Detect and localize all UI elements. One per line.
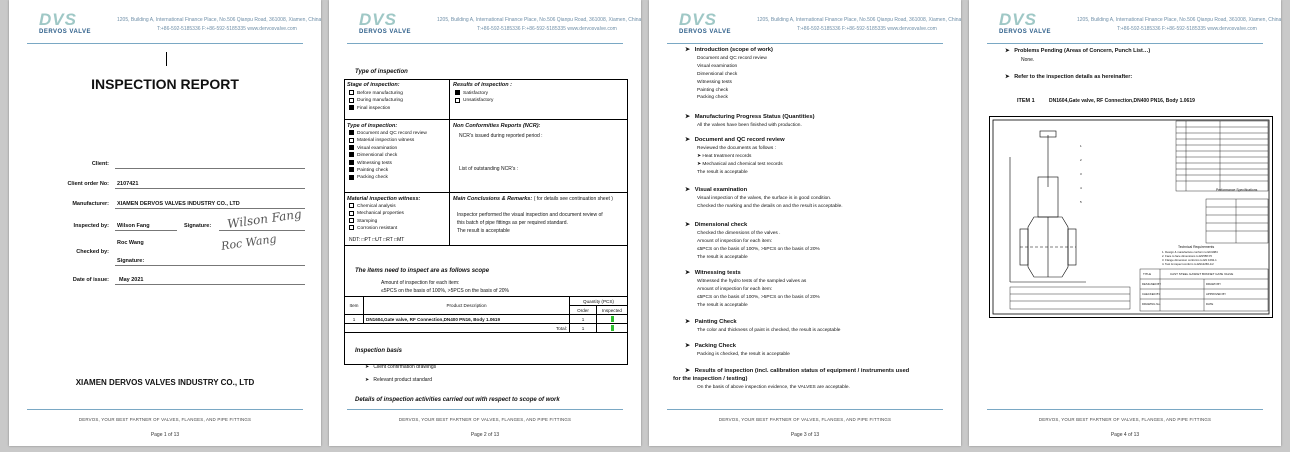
toi-item [349, 145, 427, 152]
section-line: Amount of inspection for each item: [697, 238, 773, 244]
toi-item [349, 152, 427, 159]
section-title [685, 222, 820, 230]
activity-section [685, 222, 820, 262]
section-title-text: Witnessing tests [694, 270, 741, 276]
arrow-bullet-icon: ➤ [685, 137, 695, 143]
footer-tagline: DERVOS, YOUR BEST PARTNER OF VALVES, FLANGES, AND PIPE FITTINGS [1038, 417, 1212, 422]
toi-item [349, 137, 427, 144]
arrow-bullet-icon: ➤ [685, 270, 695, 276]
row-desc: DN1604,Gate valve, RF Connection,DN400 PN16, Body 1.0619 [364, 315, 570, 324]
logo-subtitle: DERVOS VALVE [679, 29, 732, 35]
stage-item [349, 105, 403, 112]
result-item [455, 90, 493, 97]
svg-text:5: 5 [1080, 200, 1082, 204]
footer-rule [347, 409, 623, 410]
section-line: Checked the dimensions of the valves . [697, 230, 781, 236]
unchecked-box-icon [349, 218, 354, 223]
checked-box-icon [349, 167, 354, 172]
unchecked-box-icon [349, 203, 354, 208]
toi-label: Material inspection witness [357, 138, 415, 144]
ndt-options: NDT: □PT □UT □RT □MT [349, 237, 405, 243]
material-item [349, 203, 404, 210]
company-logo [359, 12, 429, 42]
section-title-text: Introduction (scope of work) [694, 47, 773, 53]
svg-text:2: 2 [1080, 158, 1082, 162]
order-underline [115, 188, 305, 189]
amount-line-2: ≤5PCS on the basis of 100%, >5PCS on the basis of 20% [381, 288, 509, 294]
header-rule [27, 43, 303, 44]
section-line: All the valves have been finished with production. [697, 122, 802, 128]
inspected-value: Wilson Fang [117, 223, 150, 229]
header-address [757, 16, 961, 34]
row-item: 1 [345, 315, 364, 324]
section-title-text: Dimensional check [694, 222, 748, 228]
unchecked-box-icon [349, 211, 354, 216]
activity-section [685, 47, 773, 102]
page-header [9, 0, 321, 44]
toi-label: Witnessing tests [357, 160, 392, 166]
activity-section [685, 187, 843, 211]
section-line: Packing check [697, 95, 728, 101]
tech-line: 1. Design & manufacture conform to EN1984 [1162, 250, 1218, 254]
checked-box-icon [349, 152, 354, 157]
contact-line: T:+86-592-5185336 F:+86-592-5185335 www.dervosvalve.com [157, 26, 297, 32]
checked-box-icon [349, 160, 354, 165]
type-heading: Type of inspection [355, 69, 408, 75]
section-line: Checked the marking and the details on and the result is acceptable. [697, 203, 843, 209]
material-label: Mechanical properties [357, 211, 404, 217]
basis-text: Relevant product standard [373, 377, 433, 383]
checked-box-icon [349, 145, 354, 150]
date-underline [115, 284, 305, 285]
company-logo [999, 12, 1069, 42]
logo-subtitle: DERVOS VALVE [39, 29, 92, 35]
checked-underline [115, 265, 305, 266]
stage-label: Before manufacturing [357, 91, 403, 96]
drawing-date: DATE [1206, 302, 1214, 306]
report-page-4 [969, 0, 1281, 446]
section-line: Dimensional check [697, 71, 738, 77]
unchecked-box-icon [349, 98, 354, 103]
date-label: Date of issue: [72, 277, 109, 283]
header-address [437, 16, 641, 34]
stage-item [349, 97, 403, 104]
conclusion-line: Inspector performed the visual inspection and document review of [457, 212, 603, 218]
refer-heading: ➤ Refer to the inspection details as hereinafter: [1005, 74, 1133, 80]
title-block-label: TITLE [1143, 272, 1152, 276]
report-page-3 [649, 0, 961, 446]
checked-by: CHECKED BY [1142, 292, 1161, 296]
header-rule [347, 43, 623, 44]
stage-list [349, 90, 403, 112]
section-title [685, 187, 843, 195]
section-line: The result is acceptable [697, 254, 748, 260]
unchecked-box-icon [349, 90, 354, 95]
problems-value: None. [1021, 57, 1035, 63]
address-line: 1205, Building A, International Finance Place, No.506 Qianpu Road, 361008, Xiamen, China [437, 17, 641, 23]
section-title [685, 319, 840, 327]
ncr-issued: NCR’s issued during reported period : [459, 133, 543, 139]
material-list [349, 203, 404, 233]
section-line: ➤ Heat treatment records [697, 153, 752, 159]
manufacturer-underline [115, 208, 305, 209]
section-line: Visual examination [697, 63, 738, 69]
logo-mark: DVS [39, 10, 77, 29]
table-row [345, 315, 628, 324]
callout-numbers [1080, 144, 1082, 204]
box-row-divider [344, 245, 627, 246]
col-order-header: Order [570, 306, 597, 315]
inspected-underline [115, 230, 177, 231]
arrow-bullet-icon: ➤ [685, 368, 695, 374]
title-block: CAST STEEL GASKET BONNET GATE VALVE [1170, 272, 1234, 276]
contact-line: T:+86-592-5185336 F:+86-592-5185335 www.dervosvalve.com [797, 26, 937, 32]
scope-heading: The items need to inspect are as follows scope [355, 268, 490, 274]
header-rule [667, 43, 943, 44]
manufacturer-label: Manufacturer: [72, 201, 109, 207]
signature-label: Signature: [184, 223, 212, 229]
perf-title: Performance Specifications [1216, 188, 1258, 192]
order-label: Client order No: [67, 181, 109, 187]
basis-item: ➤ Relevant product standard [365, 377, 433, 383]
signature2-label: Signature: [117, 258, 145, 264]
toi-label: Painting check [357, 167, 389, 173]
conclusions-text [457, 211, 603, 235]
material-heading: Material inspection witness: [347, 196, 421, 202]
section-title-text: Document and QC record review [694, 137, 785, 143]
toi-label: Dimensional check [357, 153, 398, 159]
material-label: Stamping [357, 218, 378, 224]
section-line: Witnessing tests [697, 79, 732, 85]
arrow-bullet-icon: ➤ [685, 319, 695, 325]
section-title-text: Packing Check [694, 343, 736, 349]
toi-label: Document and QC record review [357, 131, 427, 136]
parts-list [1010, 121, 1268, 311]
tech-line: 4. Test & inspect conform to EN12266-1/2 [1162, 262, 1214, 266]
checked-box-icon [349, 130, 354, 135]
section-title-text: Painting Check [694, 319, 737, 325]
contact-line: T:+86-592-5185336 F:+86-592-5185335 www.dervosvalve.com [477, 26, 617, 32]
page-header [649, 0, 961, 44]
arrow-bullet-icon: ➤ [685, 47, 695, 53]
stage-label: Final inspection [357, 105, 391, 111]
drawn-by: DRAWN BY [1206, 282, 1221, 286]
section-line: Visual inspection of the valves, the surface is in good condition. [697, 195, 832, 201]
svg-text:1: 1 [1080, 144, 1082, 148]
toi-item [349, 167, 427, 174]
footer-rule [667, 409, 943, 410]
section-title [685, 368, 909, 376]
arrow-bullet-icon: ➤ [685, 222, 695, 228]
toi-item [349, 160, 427, 167]
section-line: Painting check [697, 87, 729, 93]
section-line: Witnessed the hydro tests of the sampled valves as [697, 278, 807, 284]
report-page-2 [329, 0, 641, 446]
unchecked-box-icon [349, 225, 354, 230]
company-logo [39, 12, 109, 42]
valve-drawing [989, 116, 1273, 318]
page-header [329, 0, 641, 44]
activity-section [685, 270, 820, 310]
section-line: Reviewed the documents as follows : [697, 145, 776, 151]
section-title [685, 114, 815, 122]
page-number: Page 1 of 13 [150, 432, 180, 438]
signature-underline [219, 230, 305, 231]
result-label: Unsatisfactory [463, 98, 494, 104]
header-address [117, 16, 321, 34]
problems-heading: ➤ Problems Pending (Areas of Concern, Punch List…) [1005, 48, 1151, 54]
section-line: ≤5PCS on the basis of 100%, >5PCS on the basis of 20% [697, 294, 820, 300]
stage-label: During manufacturing [357, 98, 403, 104]
header-rule [987, 43, 1263, 44]
amount-line-1: Amount of inspection for each item: [381, 280, 460, 286]
page-number: Page 4 of 13 [1110, 432, 1140, 438]
conclusion-line: this batch of pipe fittings as per required standard. [457, 220, 568, 226]
section-title [685, 270, 820, 278]
basis-item: ➤ Client confirmation drawings [365, 364, 437, 370]
col-qty-header: Quantity (PCS) [570, 297, 628, 306]
valve-drawing-svg [990, 117, 1272, 317]
logo-subtitle: DERVOS VALVE [359, 29, 412, 35]
material-label: Corrosion resistant [357, 226, 398, 232]
checked-label: Checked by: [76, 249, 109, 255]
footer-rule [987, 409, 1263, 410]
arrow-bullet-icon: ➤ [685, 114, 695, 120]
results-list [455, 90, 493, 105]
inspected-label: Inspected by: [73, 223, 109, 229]
tech-lines [1162, 250, 1218, 266]
material-label: Chemical analysis [357, 204, 396, 209]
footer-tagline: DERVOS, YOUR BEST PARTNER OF VALVES, FLANGES, AND PIPE FITTINGS [718, 417, 892, 422]
svg-text:3: 3 [1080, 172, 1082, 176]
total-order: 1 [570, 324, 597, 333]
refer-title: Refer to the inspection details as hereinafter: [1014, 74, 1133, 80]
section-line: The color and thickness of paint is checked, the result is acceptable [697, 327, 841, 333]
page-number: Page 2 of 13 [470, 432, 500, 438]
section-title [685, 137, 785, 145]
row-order: 1 [570, 315, 597, 324]
section-line: On the basis of above inspection evidence, the VALVES are acceptable. [697, 384, 850, 390]
item-description: DN1604,Gate valve, RF Connection,DN400 PN16, Body 1.0619 [1049, 98, 1195, 104]
conclusion-line: The result is acceptable [457, 228, 510, 234]
material-item [349, 210, 404, 217]
results-heading: Results of inspection : [453, 82, 512, 88]
section-line: ➤ Mechanical and chemical test records [697, 161, 783, 167]
stage-item [349, 90, 403, 97]
row-inspected [597, 315, 628, 324]
designed-by: DESIGNED BY [1142, 282, 1162, 286]
unchecked-box-icon [349, 138, 354, 143]
company-name: XIAMEN DERVOS VALVES INDUSTRY CO., LTD [75, 378, 255, 387]
problems-title: Problems Pending (Areas of Concern, Punch List…) [1014, 48, 1151, 54]
box-row-divider [344, 192, 627, 193]
section-title-text: Visual examination [694, 187, 748, 193]
material-item [349, 218, 404, 225]
logo-subtitle: DERVOS VALVE [999, 29, 1052, 35]
footer-tagline: DERVOS, YOUR BEST PARTNER OF VALVES, FLANGES, AND PIPE FITTINGS [78, 417, 252, 422]
activity-section [685, 319, 840, 335]
toi-item [349, 130, 427, 137]
total-label: Total: [345, 324, 570, 333]
logo-mark: DVS [359, 10, 397, 29]
stage-heading: Stage of inspection: [347, 82, 400, 88]
material-item [349, 225, 404, 232]
page-header [969, 0, 1281, 44]
toi-label: Packing check [357, 175, 388, 181]
ncr-outstanding: List of outstanding NCR’s : [459, 166, 519, 172]
section-line: Amount of inspection for each item: [697, 286, 773, 292]
activity-section [673, 368, 910, 392]
conclusions-note: ( for details see continuation sheet ) [533, 196, 613, 202]
box-row-divider [344, 119, 627, 120]
report-page-1 [9, 0, 321, 446]
toi-label: Visual examination [357, 145, 398, 151]
logo-mark: DVS [679, 10, 717, 29]
toi-heading: Type of inspection: [347, 123, 398, 129]
checked-box-icon [349, 175, 354, 180]
details-heading: Details of inspection activities carried out with respect to scope of work [355, 397, 560, 403]
company-logo [679, 12, 749, 42]
contact-line: T:+86-592-5185336 F:+86-592-5185335 www.dervosvalve.com [1117, 26, 1257, 32]
col-inspected-header: Inspected [597, 306, 628, 315]
result-label: Satisfactory [463, 91, 489, 96]
section-line: Document and QC record review [697, 55, 767, 61]
section-line: The result is acceptable [697, 169, 748, 175]
total-inspected [597, 324, 628, 333]
activity-section [685, 114, 815, 130]
footer-tagline: DERVOS, YOUR BEST PARTNER OF VALVES, FLANGES, AND PIPE FITTINGS [398, 417, 572, 422]
activity-section [685, 343, 790, 359]
tech-line: 2. Face to face dimensions to EN558 F5 [1162, 254, 1212, 258]
basis-text: Client confirmation drawings [373, 364, 437, 370]
arrow-bullet-icon: ➤ [685, 187, 695, 193]
valve-outline [1010, 131, 1086, 282]
section-line: ≤5PCS on the basis of 100%, >5PCS on the basis of 20% [697, 246, 820, 252]
inspector-signature: Wilson Fang [226, 206, 303, 232]
total-row [345, 324, 628, 333]
header-address [1077, 16, 1281, 34]
section-title [685, 343, 790, 351]
section-title [685, 47, 773, 55]
inspected-marker [611, 316, 614, 322]
section-line: Packing is checked, the result is acceptable [697, 351, 790, 357]
report-title: INSPECTION REPORT [91, 76, 239, 92]
arrow-bullet-icon: ➤ [685, 343, 695, 349]
inspected-marker [611, 325, 614, 331]
section-title-cont: for the inspection / testing) [673, 375, 748, 382]
conclusions-title: Main Conclusions & Remarks: [453, 196, 533, 202]
date-value: May 2021 [119, 277, 144, 283]
order-value: 2107421 [117, 181, 139, 187]
client-label: Client: [91, 161, 109, 167]
section-title-text: Results of inspection (incl. calibration status of equipment / instruments used [694, 368, 910, 374]
unchecked-box-icon [455, 98, 460, 103]
checker-signature: Roc Wang [220, 232, 278, 253]
svg-text:4: 4 [1080, 186, 1082, 190]
text-cursor [166, 52, 167, 66]
col-item-header: Item [345, 297, 364, 315]
approved-by: APPROVED BY [1206, 292, 1227, 296]
product-table [344, 296, 628, 333]
manufacturer-value: XIAMEN DERVOS VALVES INDUSTRY CO., LTD [117, 201, 240, 207]
tech-title: Technical Requirements [1178, 245, 1215, 249]
page-number: Page 3 of 13 [790, 432, 820, 438]
box-column-divider [449, 79, 450, 245]
checked-box-icon [349, 105, 354, 110]
drawing-no: DRAWING No. [1142, 302, 1161, 306]
checked-box-icon [455, 90, 460, 95]
logo-mark: DVS [999, 10, 1037, 29]
address-line: 1205, Building A, International Finance Place, No.506 Qianpu Road, 361008, Xiamen, China [1077, 17, 1281, 23]
section-title-text: Manufacturing Progress Status (Quantities) [694, 114, 815, 120]
address-line: 1205, Building A, International Finance Place, No.506 Qianpu Road, 361008, Xiamen, China [757, 17, 961, 23]
checked-value: Roc Wang [117, 240, 144, 246]
toi-item [349, 174, 427, 181]
col-desc-header: Product Description [364, 297, 570, 315]
basis-heading: Inspection basis [355, 348, 403, 354]
address-line: 1205, Building A, International Finance Place, No.506 Qianpu Road, 361008, Xiamen, China [117, 17, 321, 23]
activity-section [685, 137, 785, 177]
toi-list [349, 130, 427, 182]
conclusions-heading [453, 196, 613, 202]
footer-rule [27, 409, 303, 410]
result-item [455, 97, 493, 104]
client-underline [115, 168, 305, 169]
tech-line: 3. Flange dimension conforms to EN 1092-1 [1162, 258, 1217, 262]
item-label: ITEM 1 [1017, 98, 1035, 104]
section-line: The result is acceptable [697, 302, 748, 308]
ncr-heading: Non Conformities Reports (NCR): [453, 123, 541, 129]
